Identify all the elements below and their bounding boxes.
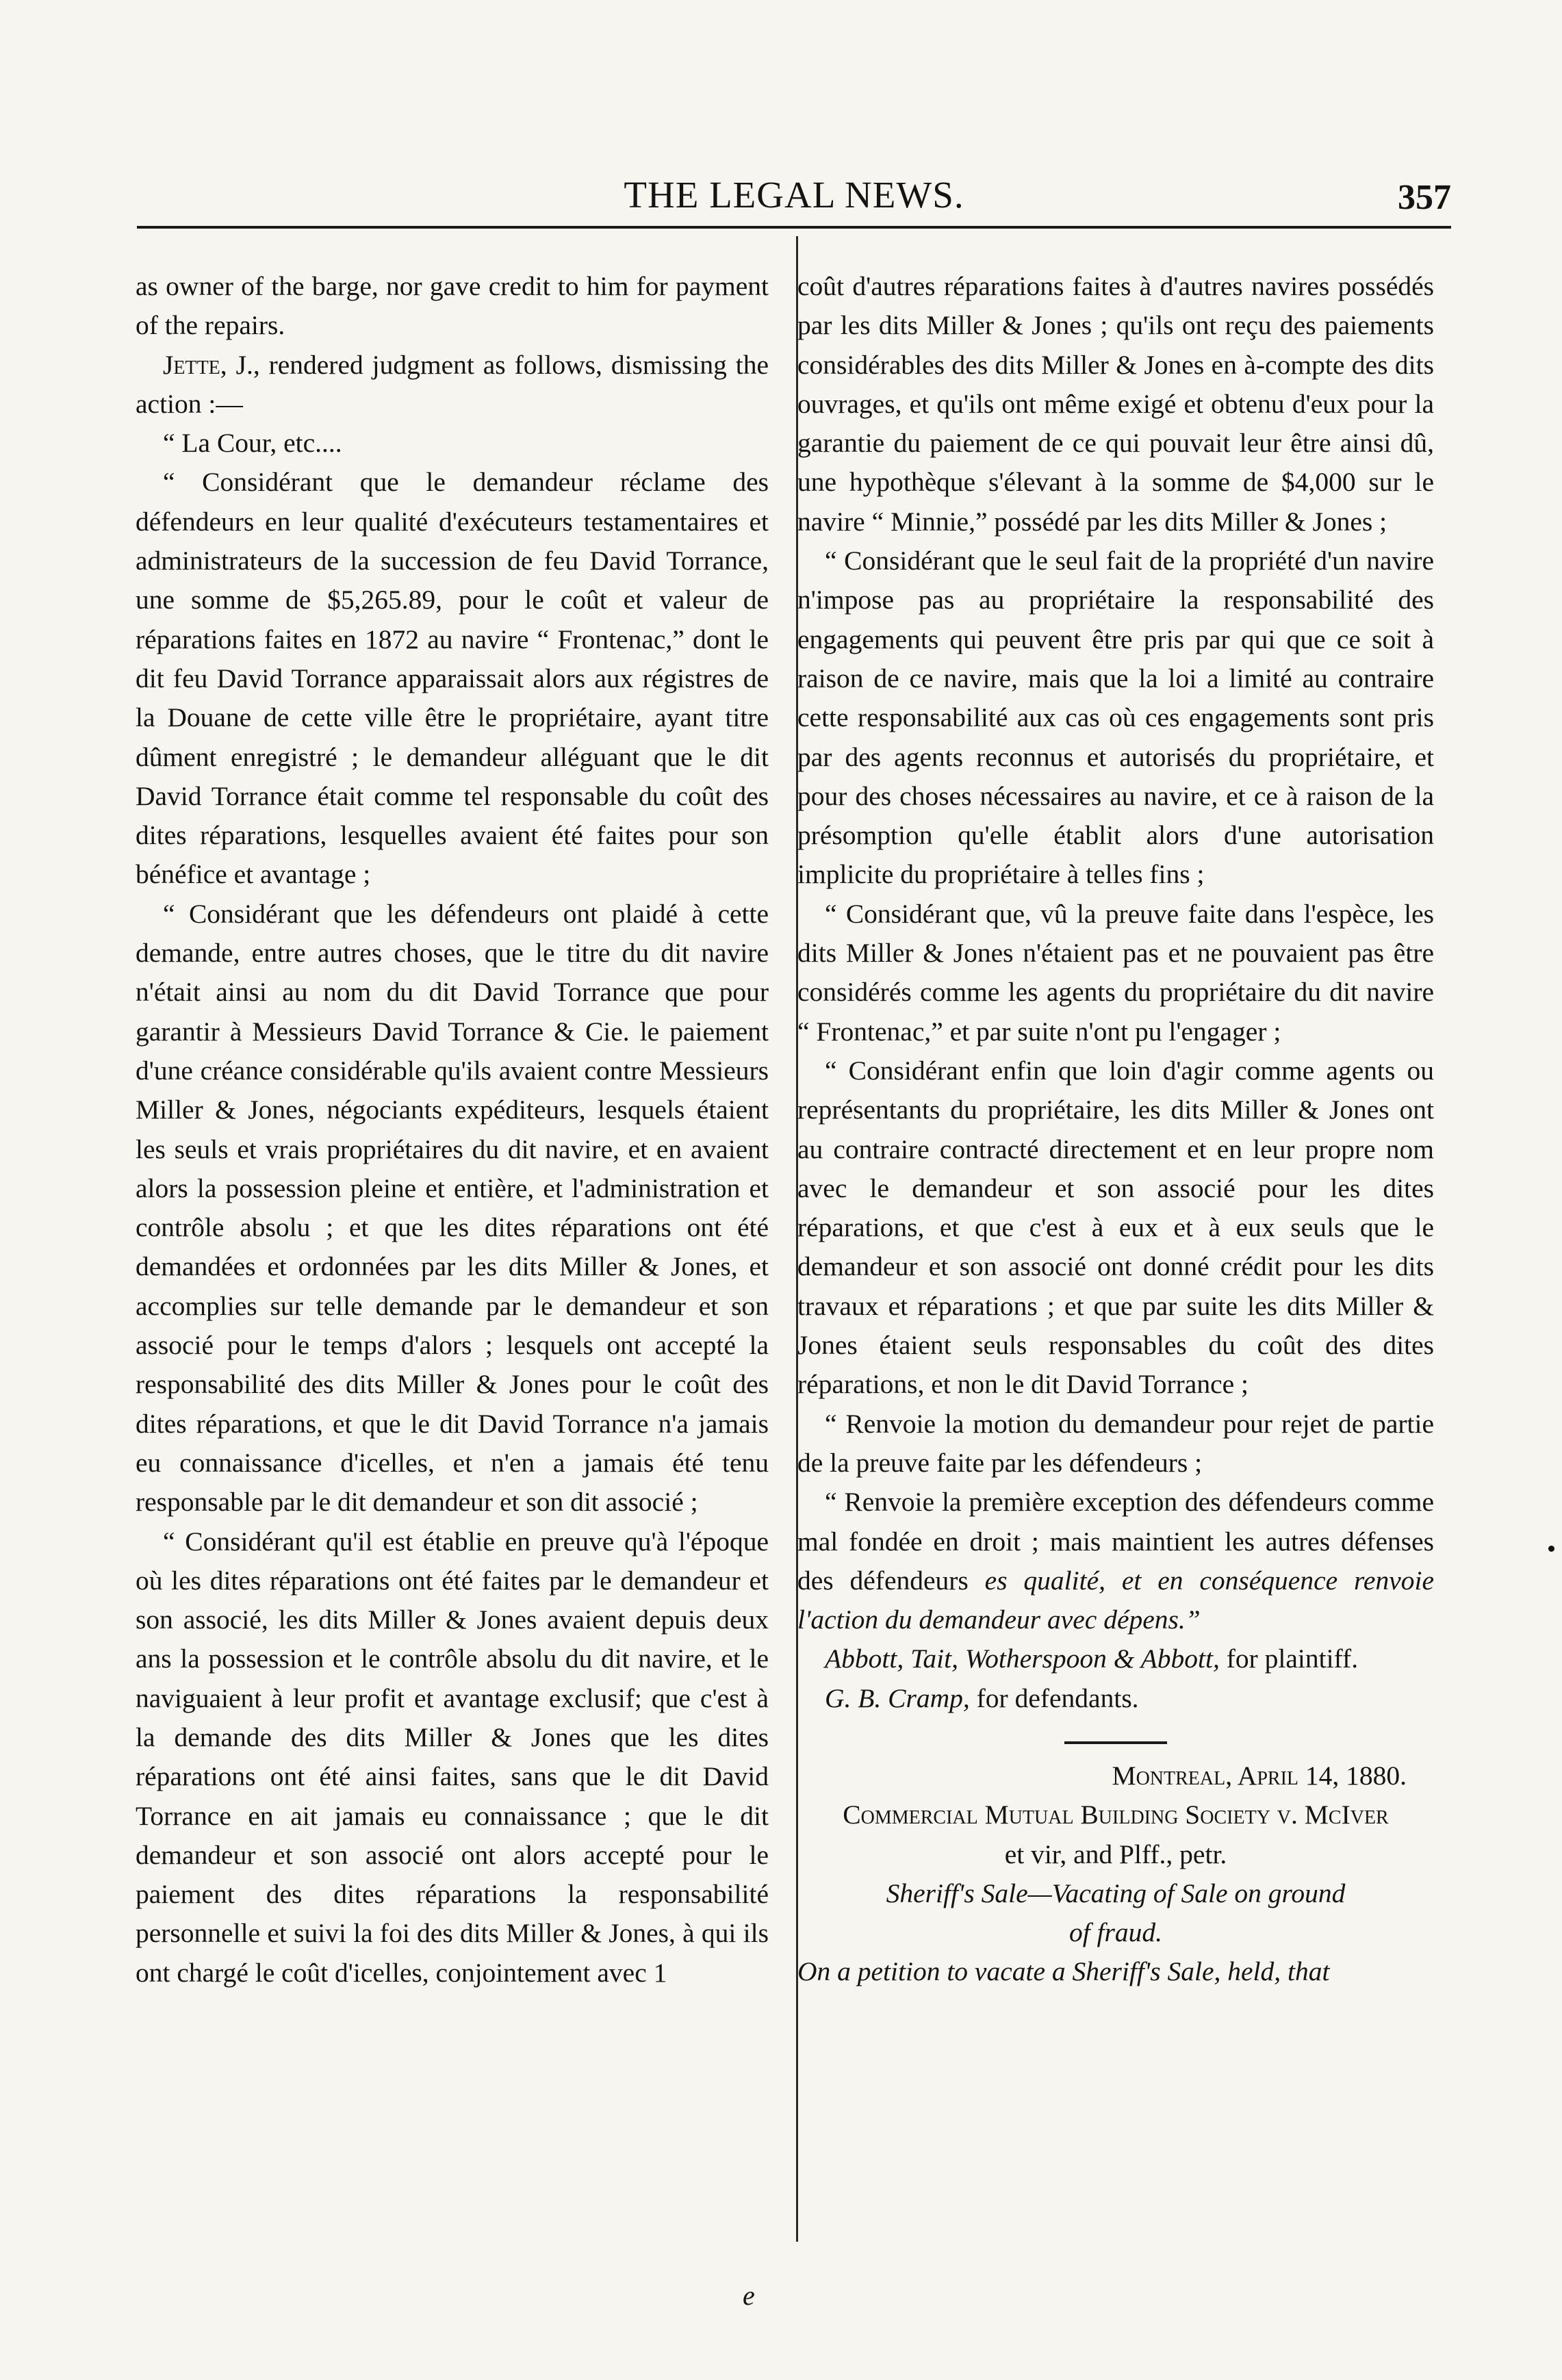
counsel-defendant-names: G. B. Cramp, [825,1682,970,1713]
paragraph: coût d'autres réparations faites à d'autres navires possédés par les dits Miller & Jones ; qu'ils ont reçu des paiements considérables des dits Miller & Jones en à-compte des dits ouvrages, et qu'ils ont même exigé et obtenu d'eux pour la garantie du paiement de ce qui pouvait leur être ainsi dû, une hypothèque s'élevant à la somme de $4,000 sur le navire “ Minnie,” possédé par les dits Miller & Jones ; [797,271,1434,537]
paragraph-text: qualité, et en conséquence renvoie l'action du demandeur avec dépens.” [797,1565,1434,1635]
subject-line: Sheriff's Sale—Vacating of Sale on ground [886,1878,1346,1908]
counsel-plaintiff-role: for plaintiff. [1219,1643,1359,1674]
print-speck [1548,1546,1554,1552]
page-header [137,161,1451,222]
paragraph: “ Considérant que, vû la preuve faite dans l'espèce, les dits Miller & Jones n'étaient pas et ne pouvaient pas être considérés comme les agents du propriétaire du dit navire “ Frontenac,” et par suite n'ont pu l'engager ; [797,898,1434,1047]
paragraph: “ Considérant qu'il est établie en preuve qu'à l'époque où les dites réparations ont été faites par le demandeur et son associé, les dits Miller & Jones avaient depuis deux ans la possession et le contrôle absolu du dit navire, et le naviguaient à leur profit et avantage exclusif; que c'est à la demande des dits Miller & Jones que les dites réparations ont été ainsi faites, sans que le dit David Torrance en ait jamais eu connaissance ; que le dit demandeur et son associé ont alors accepté pour le paiement des dites réparations la responsabilité personnelle et suivi la foi des dits Miller & Jones, à qui ils ont chargé le coût d'icelles, conjointement avec 1 [136,1526,769,1988]
judge-name: Jette [163,349,220,380]
paragraph: “ Considérant que le demandeur réclame des défendeurs en leur qualité d'exécuteurs testamentaires et administrateurs de la succession de feu David Torrance, une somme de $5,265.89, pour le coût et valeur de réparations faites en 1872 au navire “ Frontenac,” dont le dit feu David Torrance apparaissait alors aux régistres de la Douane de cette ville être le propriétaire, ayant titre dûment enregistré ; le demandeur alléguant que le dit David Torrance était comme tel responsable du coût des dites réparations, lesquelles avaient été faites pour son bénéfice et avantage ; [136,467,769,890]
counsel-plaintiff [797,1639,1434,1678]
dateline: Montreal, April 14, 1880. [1112,1760,1407,1791]
paragraph: “ Considérant que les défendeurs ont plaidé à cette demande, entre autres choses, que le titre du dit navire n'était ainsi au nom du dit David Torrance que pour garantir à Messieurs David Torrance & Cie. le paiement d'une créance considérable qu'ils avaient contre Messieurs Miller & Jones, négociants expéditeurs, lesquels étaient les seuls et vrais propriétaires du dit navire, et en avaient alors la possession pleine et entière, et l'administration et contrôle absolu ; et que les dites réparations ont été demandées et ordonnées par les dits Miller & Jones, et accomplies sur telle demande par le demandeur et son associé pour le temps d'alors ; lesquels ont accepté la responsabilité des dits Miller & Jones pour le coût des dites réparations, et que le dit David Torrance n'a jamais eu connaissance d'icelles, et n'en a jamais été tenu responsable par le dit demandeur et son dit associé ; [136,898,769,1518]
subject-line-continued: of fraud. [1068,1917,1163,1948]
paragraph-text: “ Renvoie la première exception des défendeurs comme mal fondée en droit ; mais maintient les autres défenses des défendeurs [797,1487,1434,1596]
paragraph: “ Renvoie la motion du demandeur pour rejet de partie de la preuve faite par les défendeurs ; [797,1408,1434,1478]
case-title: Commercial Mutual Building Society v. McIver [843,1800,1389,1830]
judgment-intro-text: , J., rendered judgment as follows, dismissing the action :— [136,349,769,419]
section-rule [1064,1741,1167,1744]
counsel-defendant [797,1679,1434,1718]
paragraph: “ Considérant enfin que loin d'agir comme agents ou représentants du propriétaire, les dits Miller & Jones ont au contraire contracté directement et en leur propre nom avec le demandeur et son associé pour les dites réparations, et que c'est à eux et à eux seuls que le demandeur et son associé ont donné crédit pour les dits travaux et réparations ; et que par suite les dits Miller & Jones étaient seuls responsables du coût des dites réparations, et non le dit David Torrance ; [797,1055,1434,1400]
left-column [136,267,769,1993]
header-rule [137,226,1451,229]
page-number: 357 [1398,178,1451,217]
right-column [797,267,1434,1992]
paragraph [797,1483,1434,1639]
headnote: On a petition to vacate a Sheriff's Sale, held, that [797,1956,1330,1987]
paragraph: “ Considérant que le seul fait de la propriété d'un navire n'impose pas au propriétaire la responsabilité des engagements qui peuvent être pris par qui que ce soit à raison de ce navire, mais que la loi a limité au contraire cette responsabilité aux cas où ces engagements sont pris par des agents reconnus et autorisés du propriétaire, et pour des choses nécessaires au navire, et ce à raison de la présomption qu'elle établit alors d'une autorisation implicite du propriétaire à telles fins ; [797,546,1434,890]
judgment-intro [136,346,769,424]
es-italic: es [984,1565,1008,1596]
counsel-plaintiff-names: Abbott, Tait, Wotherspoon & Abbott, [825,1643,1220,1674]
paragraph: as owner of the barge, nor gave credit to him for payment of the repairs. [136,271,769,341]
paragraph: “ La Cour, etc.... [163,428,342,459]
signature-mark: e [743,2280,755,2311]
case-title-continued: et vir, and Plff., petr. [1004,1839,1227,1869]
running-head: THE LEGAL NEWS. [624,174,964,216]
counsel-defendant-role: for defendants. [969,1682,1139,1713]
